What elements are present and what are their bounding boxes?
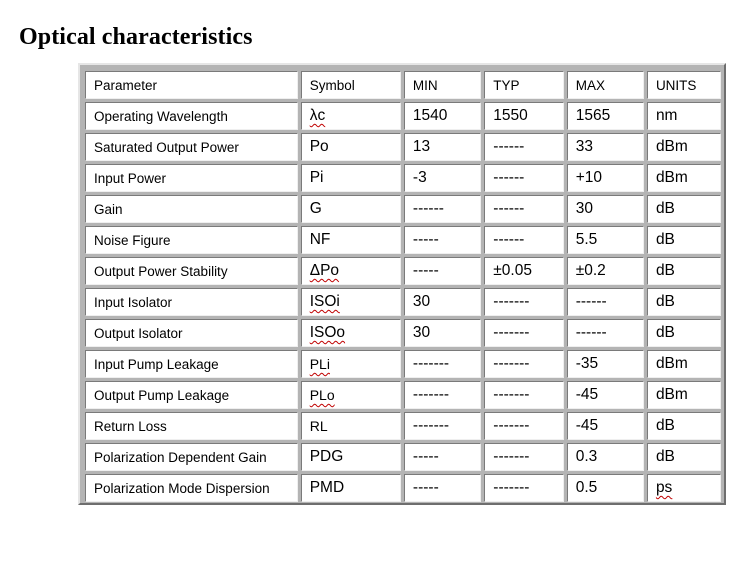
max-cell: ------: [567, 288, 644, 316]
min-cell: -------: [404, 412, 481, 440]
parameter-cell: Input Pump Leakage: [85, 350, 298, 378]
symbol-cell: [301, 319, 401, 347]
typ-cell: ±0.05: [484, 257, 563, 285]
typ-cell: -------: [484, 443, 563, 471]
table-row: [85, 381, 721, 409]
units-cell: dB: [647, 319, 721, 347]
max-cell: 0.3: [567, 443, 644, 471]
min-cell: -------: [404, 350, 481, 378]
units-cell: nm: [647, 102, 721, 130]
symbol-text: λc: [309, 107, 326, 124]
units-cell: dB: [647, 226, 721, 254]
typ-cell: -------: [484, 412, 563, 440]
typ-cell: ------: [484, 195, 563, 223]
units-text: ps: [655, 479, 673, 496]
units-cell: dBm: [647, 350, 721, 378]
typ-cell: 1550: [484, 102, 563, 130]
min-cell: -----: [404, 226, 481, 254]
parameter-cell: Gain: [85, 195, 298, 223]
typ-cell: -------: [484, 288, 563, 316]
symbol-cell: PDG: [301, 443, 401, 471]
typ-cell: ------: [484, 164, 563, 192]
min-cell: 1540: [404, 102, 481, 130]
max-cell: ±0.2: [567, 257, 644, 285]
table-row: [85, 474, 721, 502]
symbol-text: ISOo: [309, 324, 346, 341]
symbol-cell: Po: [301, 133, 401, 161]
symbol-cell: PMD: [301, 474, 401, 502]
parameter-cell: Saturated Output Power: [85, 133, 298, 161]
parameter-cell: Return Loss: [85, 412, 298, 440]
min-cell: 30: [404, 319, 481, 347]
symbol-cell: Pi: [301, 164, 401, 192]
min-cell: -3: [404, 164, 481, 192]
header-symbol: Symbol: [301, 71, 401, 99]
units-cell: dB: [647, 257, 721, 285]
table-row: [85, 226, 721, 254]
header-max: MAX: [567, 71, 644, 99]
parameter-cell: Output Power Stability: [85, 257, 298, 285]
table-header-row: [85, 71, 721, 99]
units-cell: dB: [647, 288, 721, 316]
symbol-cell: NF: [301, 226, 401, 254]
units-cell: dBm: [647, 133, 721, 161]
min-cell: 13: [404, 133, 481, 161]
header-min: MIN: [404, 71, 481, 99]
max-cell: 0.5: [567, 474, 644, 502]
table-row: [85, 319, 721, 347]
table-row: [85, 133, 721, 161]
max-cell: -45: [567, 381, 644, 409]
min-cell: ------: [404, 195, 481, 223]
max-cell: 1565: [567, 102, 644, 130]
symbol-text: PLo: [309, 387, 335, 403]
table-row: [85, 288, 721, 316]
typ-cell: ------: [484, 133, 563, 161]
units-cell: dB: [647, 443, 721, 471]
max-cell: +10: [567, 164, 644, 192]
symbol-cell: G: [301, 195, 401, 223]
symbol-text: PLi: [309, 356, 330, 372]
min-cell: -----: [404, 257, 481, 285]
max-cell: 30: [567, 195, 644, 223]
header-units: UNITS: [647, 71, 721, 99]
max-cell: -45: [567, 412, 644, 440]
spec-table: [82, 68, 724, 505]
max-cell: ------: [567, 319, 644, 347]
table-row: [85, 443, 721, 471]
parameter-cell: Output Pump Leakage: [85, 381, 298, 409]
symbol-cell: [301, 288, 401, 316]
symbol-text: ISOi: [309, 293, 340, 310]
table-row: [85, 102, 721, 130]
units-cell: dB: [647, 195, 721, 223]
parameter-cell: Polarization Dependent Gain: [85, 443, 298, 471]
max-cell: -35: [567, 350, 644, 378]
parameter-cell: Output Isolator: [85, 319, 298, 347]
table-row: [85, 195, 721, 223]
table-row: [85, 412, 721, 440]
units-cell: dBm: [647, 381, 721, 409]
header-parameter: Parameter: [85, 71, 298, 99]
optical-characteristics-table: [78, 63, 726, 505]
max-cell: 33: [567, 133, 644, 161]
units-cell: dB: [647, 412, 721, 440]
min-cell: -----: [404, 474, 481, 502]
units-cell: [647, 474, 721, 502]
header-typ: TYP: [484, 71, 563, 99]
symbol-text: ΔPo: [309, 262, 340, 279]
table-row: [85, 164, 721, 192]
typ-cell: -------: [484, 350, 563, 378]
symbol-cell: [301, 102, 401, 130]
parameter-cell: Operating Wavelength: [85, 102, 298, 130]
symbol-cell: [301, 350, 401, 378]
page-title: Optical characteristics: [19, 24, 253, 50]
max-cell: 5.5: [567, 226, 644, 254]
parameter-cell: Noise Figure: [85, 226, 298, 254]
symbol-cell: [301, 381, 401, 409]
parameter-cell: Input Isolator: [85, 288, 298, 316]
parameter-cell: Input Power: [85, 164, 298, 192]
parameter-cell: Polarization Mode Dispersion: [85, 474, 298, 502]
typ-cell: -------: [484, 319, 563, 347]
units-cell: dBm: [647, 164, 721, 192]
symbol-cell: [301, 257, 401, 285]
table-row: [85, 350, 721, 378]
table-row: [85, 257, 721, 285]
typ-cell: -------: [484, 381, 563, 409]
min-cell: -----: [404, 443, 481, 471]
min-cell: -------: [404, 381, 481, 409]
typ-cell: -------: [484, 474, 563, 502]
min-cell: 30: [404, 288, 481, 316]
symbol-cell: RL: [301, 412, 401, 440]
typ-cell: ------: [484, 226, 563, 254]
